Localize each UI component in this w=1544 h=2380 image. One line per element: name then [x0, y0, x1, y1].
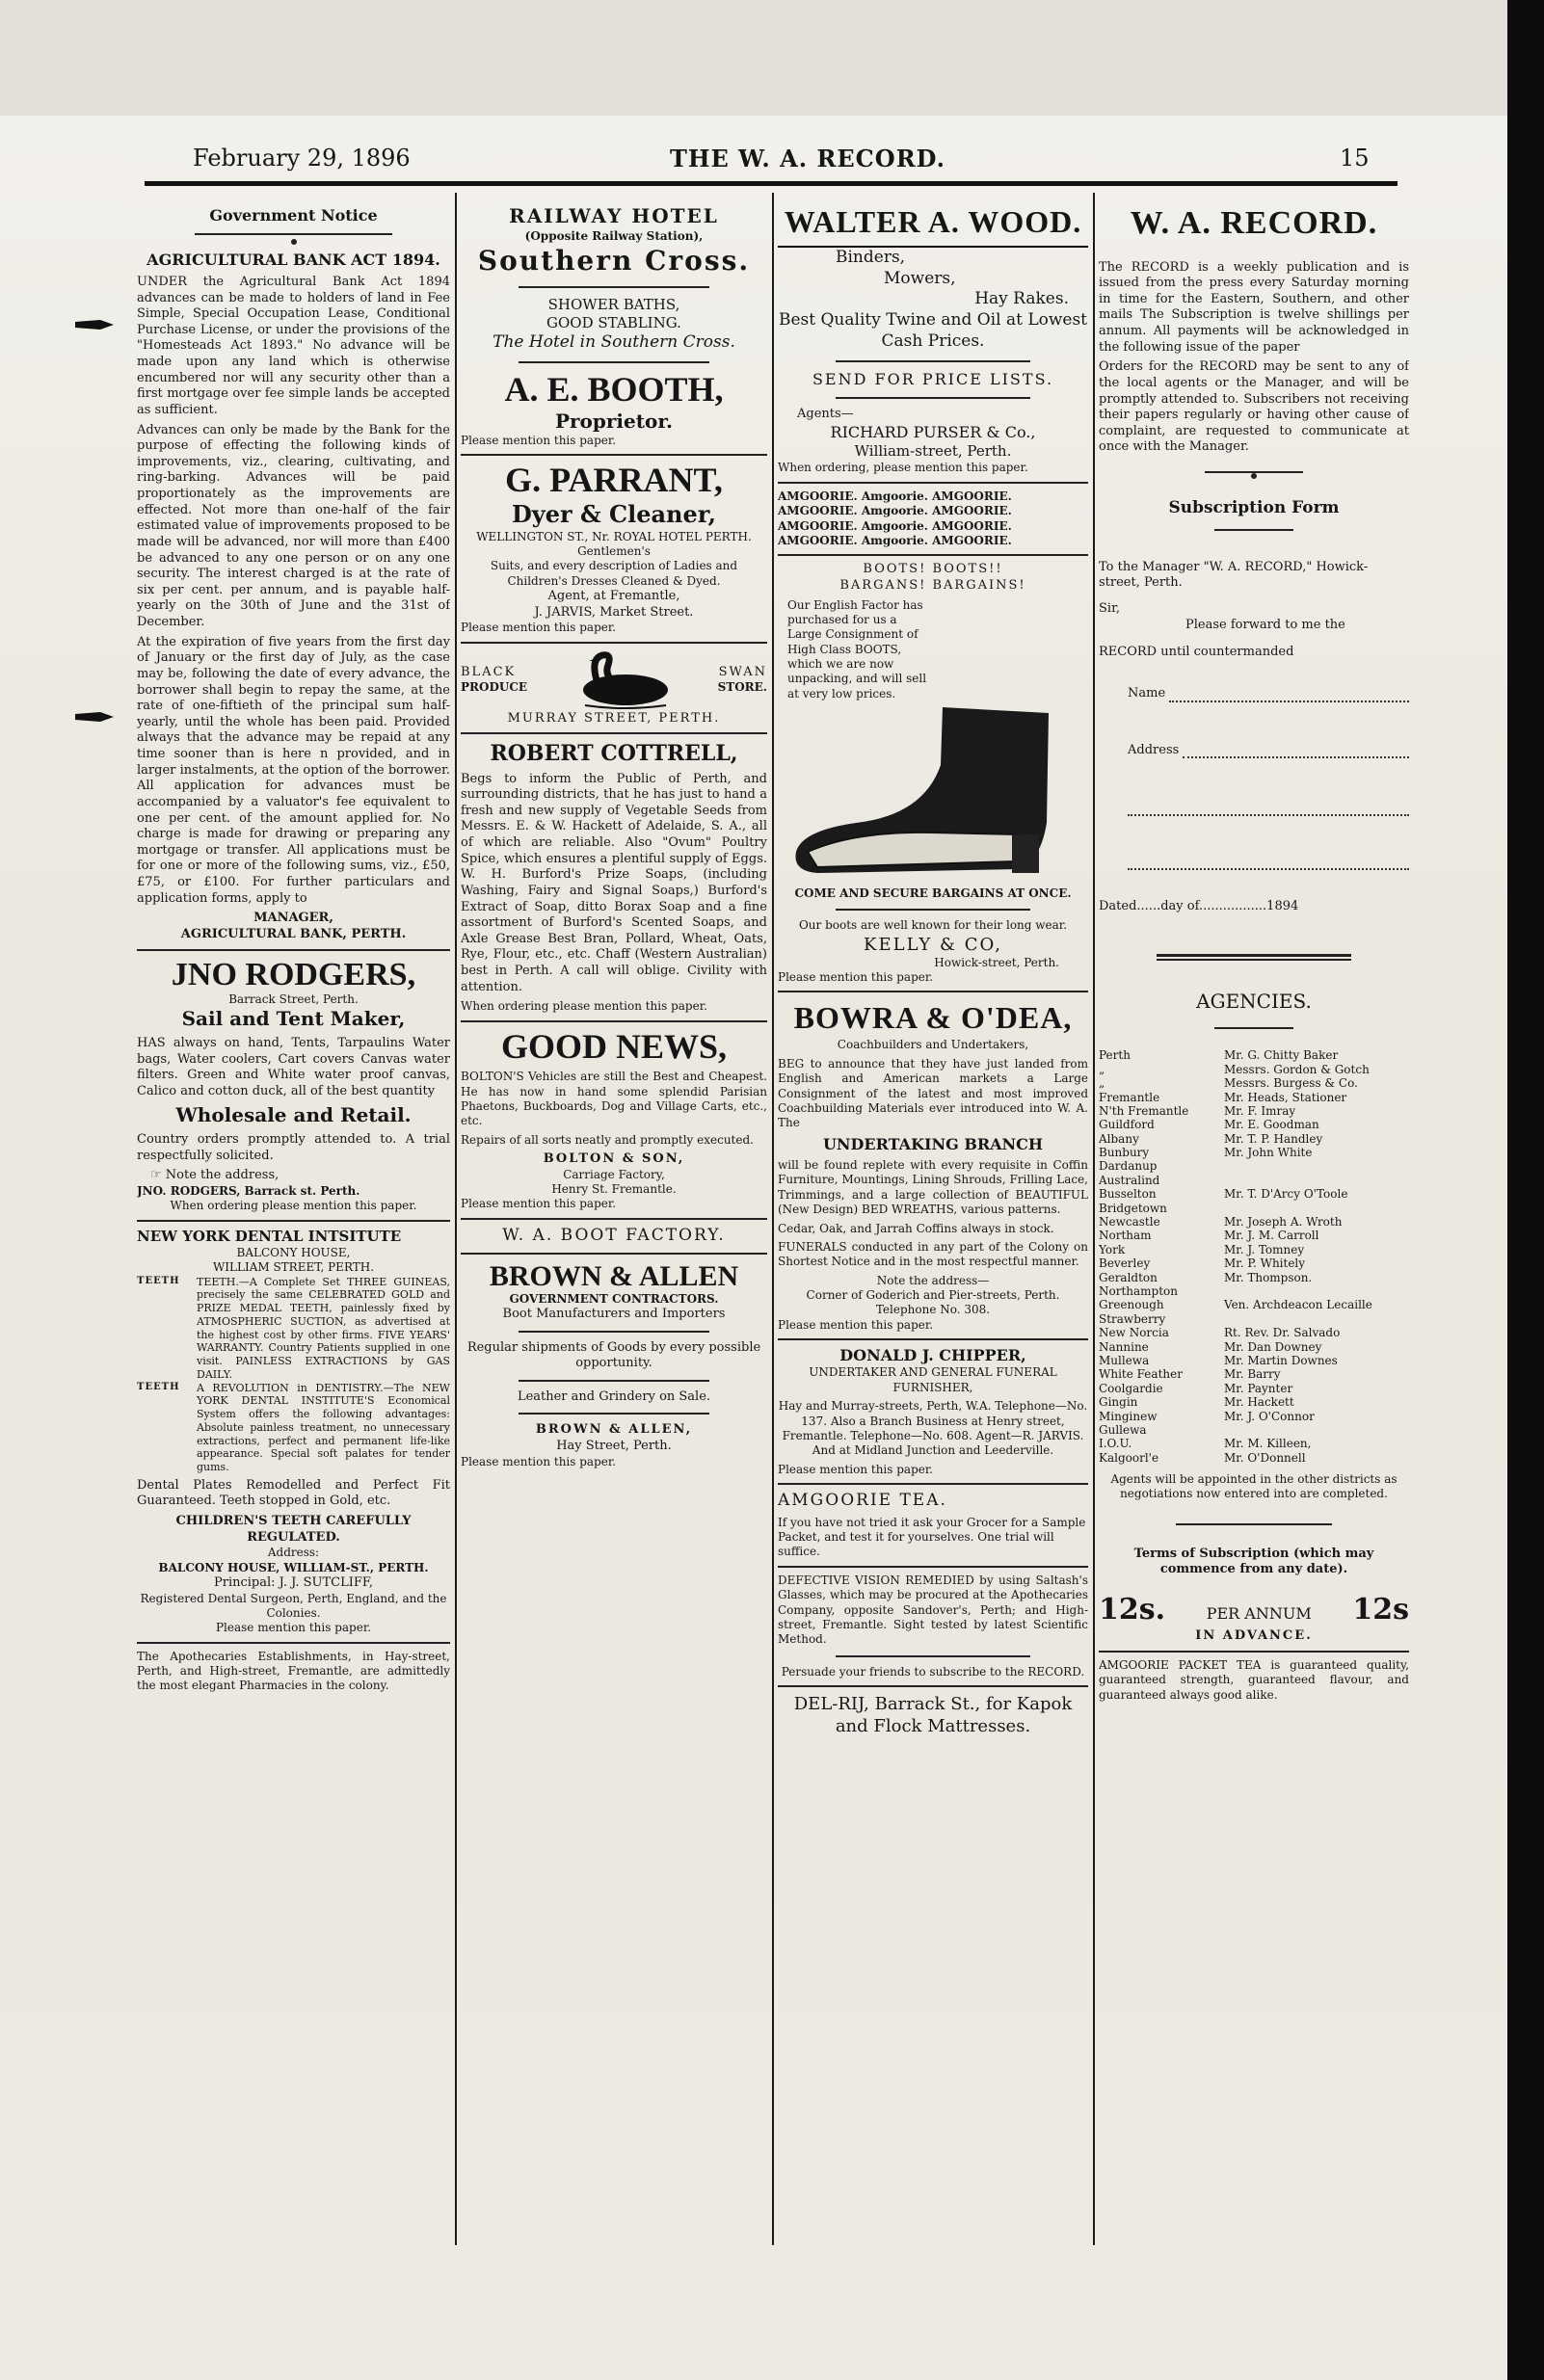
divider — [137, 1220, 450, 1222]
send-price-lists: SEND FOR PRICE LISTS. — [812, 369, 1054, 388]
record-title: W. A. RECORD. — [1130, 205, 1378, 241]
agency-place: „ — [1099, 1062, 1105, 1076]
agency-agent: Mr. Heads, Stationer — [1224, 1090, 1347, 1104]
amgoorie-tea: AMGOORIE TEA. — [778, 1491, 947, 1510]
vision-paragraph: DEFECTIVE VISION REMEDIED by using Saltash's Glasses, which may be procured at the Apothecaries Company, opposite Sandover's, Perth; and High-street, Fremantle. Sight tested by latest Scientific Method. — [778, 1573, 1088, 1647]
wellington-address: WELLINGTON ST., Nr. ROYAL HOTEL PERTH. — [476, 529, 752, 543]
name-label: Name — [1128, 685, 1166, 701]
agency-place: Gingin — [1099, 1395, 1138, 1410]
balcony-house: BALCONY HOUSE, WILLIAM-ST., PERTH. — [158, 1560, 429, 1574]
agency-agent: Messrs. Burgess & Co. — [1224, 1076, 1358, 1091]
agency-row — [1099, 1076, 1409, 1090]
terms-subscription: Terms of Subscription (which may commence from any date). — [1133, 1546, 1374, 1577]
divider — [778, 1483, 1088, 1485]
divider — [1157, 954, 1351, 957]
cottrell-name: ROBERT COTTRELL, — [490, 741, 738, 767]
agency-place: Bunbury — [1099, 1146, 1150, 1160]
agency-place: Beverley — [1099, 1256, 1151, 1271]
divider — [519, 1413, 709, 1415]
divider — [461, 1218, 767, 1220]
funerals: FUNERALS conducted in any part of the Colony on Shortest Notice and in the most respectful manner. — [778, 1239, 1088, 1269]
agency-agent: Mr. Barry — [1224, 1367, 1281, 1382]
shower-baths: SHOWER BATHS, — [547, 295, 680, 313]
column-3 — [778, 193, 1088, 2245]
cottrell-mention: When ordering please mention this paper. — [461, 999, 707, 1014]
agency-row — [1099, 1326, 1409, 1339]
agency-row — [1099, 1187, 1409, 1201]
govt-contractors: GOVERNMENT CONTRACTORS. — [509, 1291, 719, 1306]
william-street: William-street, Perth. — [854, 442, 1012, 461]
in-advance: IN ADVANCE. — [1195, 1628, 1313, 1644]
divider — [778, 1338, 1088, 1340]
black-label: BLACK — [461, 664, 517, 679]
agency-place: Perth — [1099, 1048, 1131, 1063]
amgoorie-line-2: AMGOORIE. Amgoorie. AMGOORIE. — [778, 504, 1012, 518]
agency-place: Gullewa — [1099, 1422, 1147, 1437]
teeth-text-2: A REVOLUTION in DENTISTRY.—The NEW YORK DENTAL INSTITUTE'S Economical System offers the following advantages: Absolute painless treatment, no unnecessary extractions, perfect and permanent life-like appearance. Special soft palates for tender gums. — [197, 1381, 450, 1473]
wood-mention: When ordering, please mention this paper. — [778, 461, 1028, 475]
scan-top-margin — [0, 0, 1544, 116]
agent-fremantle: Agent, at Fremantle, — [547, 589, 680, 604]
corner-address: Corner of Goderich and Pier-streets, Perth. Telephone No. 308. — [806, 1287, 1060, 1317]
agency-row — [1099, 1284, 1409, 1298]
agency-place: Northam — [1099, 1229, 1152, 1243]
leather-grindery: Leather and Grindery on Sale. — [517, 1388, 711, 1404]
masthead-date: February 29, 1896 — [193, 145, 411, 172]
agency-agent: Mr. Hackett — [1224, 1395, 1294, 1410]
hay-rakes: Hay Rakes. — [974, 289, 1069, 309]
pointing-hand-icon — [75, 708, 114, 726]
agency-agent: Mr. M. Killeen, — [1224, 1437, 1312, 1451]
bowra-paragraph: BEG to announce that they have just landed from English and American markets a Large Consignment of the latest and most improved Coachbuilding Materials ever introduced into W. A. The — [778, 1056, 1088, 1130]
henry-street: Henry St. Fremantle. — [551, 1182, 677, 1197]
brown-mention: Please mention this paper. — [461, 1454, 617, 1468]
black-swan-icon — [570, 649, 676, 711]
teeth-text-1: TEETH.—A Complete Set THREE GUINEAS, precisely the same CELEBRATED GOLD and PRIZE MEDAL TEETH, painlessly fixed by ATMOSPHERIC SUCTION, as advertised at the highest cost by other firms. FIVE YEARS' WARRANTY. Country Patients supplied in one visit. PAINLESS EXTRACTIONS by GAS DAILY. — [197, 1275, 450, 1381]
swan-right-labels — [718, 665, 767, 696]
agency-agent: Mr. O'Donnell — [1224, 1450, 1306, 1465]
wood-name: WALTER A. WOOD. — [778, 202, 1088, 248]
agencies-title: AGENCIES. — [1196, 989, 1312, 1013]
bank-address: AGRICULTURAL BANK, PERTH. — [180, 926, 407, 941]
divider — [778, 1566, 1088, 1568]
agency-agent: Mr. J. Tomney — [1224, 1242, 1305, 1256]
rodgers-name: JNO RODGERS, — [171, 956, 416, 992]
agency-place: Albany — [1099, 1131, 1139, 1146]
agency-place: Northampton — [1099, 1284, 1179, 1298]
agents-appointed: Agents will be appointed in the other districts as negotiations now entered into are completed. — [1110, 1472, 1398, 1501]
proprietor: Proprietor. — [554, 409, 673, 433]
column-rule — [772, 193, 774, 2245]
amgoorie-line-3: AMGOORIE. Amgoorie. AMGOORIE. — [778, 518, 1012, 533]
divider — [195, 233, 392, 235]
parrant-name: G. PARRANT, — [505, 461, 723, 500]
agency-place: York — [1099, 1242, 1126, 1256]
kelly-name: KELLY & CO, — [864, 934, 1002, 955]
manager-label: MANAGER, — [253, 911, 333, 926]
agency-row — [1099, 1367, 1409, 1381]
rodgers-wholesale: Wholesale and Retail. — [175, 1103, 412, 1127]
undertaker-title: UNDERTAKER AND GENERAL FUNERAL FURNISHER, — [809, 1365, 1057, 1394]
agency-place: Kalgoorl'e — [1099, 1450, 1159, 1465]
agency-row — [1099, 1215, 1409, 1229]
agency-row — [1099, 1146, 1409, 1159]
agency-row — [1099, 1132, 1409, 1146]
divider — [519, 286, 709, 288]
agency-place: White Feather — [1099, 1367, 1183, 1382]
delrij: DEL-RIJ, Barrack St., for Kapok and Flock Mattresses. — [793, 1693, 1073, 1737]
divider — [836, 1655, 1030, 1657]
divider — [778, 554, 1088, 556]
divider-dot — [291, 239, 297, 245]
divider — [1157, 959, 1351, 961]
divider — [1214, 1027, 1293, 1029]
act-title: AGRICULTURAL BANK ACT 1894. — [146, 251, 440, 270]
pointing-hand-icon — [75, 316, 114, 333]
divider — [836, 360, 1030, 362]
divider — [461, 642, 767, 644]
agencies-list — [1099, 1048, 1409, 1465]
page-number: 15 — [1340, 145, 1370, 172]
sir: Sir, — [1099, 601, 1120, 617]
persuade-friends: Persuade your friends to subscribe to the RECORD. — [781, 1664, 1085, 1679]
agency-place: Strawberry — [1099, 1311, 1166, 1326]
pointing-hand-icon: ☞ — [150, 1168, 166, 1183]
cottrell-paragraph: Begs to inform the Public of Perth, and surrounding districts, that he has just to hand a fresh and new supply of Vegetable Seeds from Messrs. E. & W. Hackett of Adelaide, S. A., all of which are reliable. Also "Ovum" Poultry Spice, which ensures a plentiful supply of Eggs. W. H. Burford's Prize Soaps, (including Washing, Fairy and Signal Soaps,) Burford's Extract of Soap, ditto Borax Soap and a fine assortment of Burford's Scented Soaps, and Axle Grease Best Bran, Pollard, Wheat, Oats, Rye, Flour, etc., etc. Chaff (Western Australian) best in Perth. A call will oblige. Civility with attention. — [461, 771, 767, 994]
agency-agent: Mr. John White — [1224, 1146, 1313, 1160]
divider — [461, 732, 767, 734]
agency-row — [1099, 1340, 1409, 1354]
agency-agent: Mr. F. Imray — [1224, 1103, 1296, 1118]
divider — [461, 454, 767, 456]
murray-street: MURRAY STREET, PERTH. — [507, 710, 721, 726]
agency-agent — [1224, 1312, 1409, 1326]
divider — [519, 1380, 709, 1382]
notice-heading: Government Notice — [209, 206, 378, 225]
chipper-name: DONALD J. CHIPPER, — [839, 1346, 1026, 1365]
agency-row — [1099, 1048, 1409, 1062]
agency-row — [1099, 1354, 1409, 1367]
come-secure: COME AND SECURE BARGAINS AT ONCE. — [794, 886, 1072, 901]
divider — [519, 1331, 709, 1333]
address-label: Address: — [267, 1546, 320, 1560]
bolton-name: BOLTON & SON, — [543, 1151, 685, 1167]
boot-icon — [788, 707, 1078, 881]
dental-mention: Please mention this paper. — [215, 1621, 372, 1635]
agency-place: Greenough — [1099, 1298, 1164, 1312]
packet-tea: AMGOORIE PACKET TEA is guaranteed quality, guaranteed strength, guaranteed flavour, and guaranteed always good alike. — [1099, 1658, 1409, 1702]
address-label: Address — [1128, 742, 1180, 757]
agency-row — [1099, 1256, 1409, 1270]
brown-allen-2: BROWN & ALLEN, — [535, 1422, 693, 1438]
column-rule — [1093, 193, 1095, 2245]
agency-agent: Mr. T. P. Handley — [1224, 1131, 1323, 1146]
dental-plates: Dental Plates Remodelled and Perfect Fit Guaranteed. Teeth stopped in Gold, etc. — [137, 1477, 450, 1509]
agency-place: Nannine — [1099, 1339, 1149, 1354]
agency-agent — [1224, 1284, 1409, 1298]
agency-agent: Mr. Thompson. — [1224, 1270, 1313, 1284]
address-field[interactable] — [1099, 743, 1409, 759]
dental-street: WILLIAM STREET, PERTH. — [212, 1260, 375, 1275]
divider — [1214, 529, 1293, 531]
act-paragraph-1: UNDER the Agricultural Bank Act 1894 advances can be made to holders of land in Fee Simple, Special Occupation Lease, Conditional Purchase License, or under the provisions of the "Homesteads Act 1893." No advance will be made upon any land which is otherwise encumbered nor will any security other than a first mortgage over fee simple lands be accepted as sufficient. — [137, 274, 450, 417]
agents-label: Agents— — [797, 407, 854, 422]
column-rule — [455, 193, 457, 2245]
jarvis: J. JARVIS, Market Street. — [534, 604, 694, 620]
howick-street: Howick-street, Perth. — [934, 955, 1059, 969]
registered: Registered Dental Surgeon, Perth, England, and the Colonies. — [140, 1591, 447, 1620]
black-swan-header — [461, 649, 767, 711]
divider — [778, 482, 1088, 484]
record-paragraph-2: Orders for the RECORD may be sent to any of the local agents or the Manager, and will be promptly attended to. Subscribers not receiving their papers regularly or having other cause of complaint, are requested to communicate at once with the Manager. — [1099, 359, 1409, 455]
good-news: GOOD NEWS, — [500, 1026, 728, 1066]
price-line — [1099, 1592, 1409, 1628]
apothecaries: The Apothecaries Establishments, in Hay-street, Perth, and High-street, Fremantle, are admittedly the most elegant Pharmacies in the colony. — [137, 1649, 450, 1693]
agency-row — [1099, 1159, 1409, 1173]
hotel-tagline: The Hotel in Southern Cross. — [492, 332, 735, 353]
stabling: GOOD STABLING. — [546, 313, 681, 331]
agency-row — [1099, 1104, 1409, 1118]
divider — [1176, 1523, 1332, 1525]
hotel-town: Southern Cross. — [477, 244, 751, 277]
agency-agent: Mr. G. Chitty Baker — [1224, 1048, 1339, 1063]
agency-agent: Mr. P. Whitely — [1224, 1256, 1306, 1271]
agency-place: Fremantle — [1099, 1090, 1160, 1104]
column-4 — [1099, 193, 1409, 2245]
undertaking-paragraph: will be found replete with every requisite in Coffin Furniture, Mountings, Lining Shrouds, Frilling Lace, Trimmings, and a large collection of BEAUTIFUL (New Design) BED WREATHS, various patterns. — [778, 1158, 1088, 1217]
agency-row — [1099, 1423, 1409, 1437]
dyer-cleaner: Dyer & Cleaner, — [511, 500, 717, 529]
agency-place: Bridgetown — [1099, 1201, 1167, 1215]
rodgers-address: Barrack Street, Perth. — [228, 992, 359, 1006]
masthead-title: THE W. A. RECORD. — [670, 145, 945, 172]
price-left: 12s. — [1099, 1593, 1166, 1627]
twine-oil: Best Quality Twine and Oil at Lowest Cash Prices. — [778, 310, 1088, 351]
hay-street: Hay Street, Perth. — [556, 1439, 672, 1454]
regular-shipments: Regular shipments of Goods by every possible opportunity. — [466, 1339, 761, 1371]
agency-agent: Mr. Martin Downes — [1224, 1353, 1338, 1367]
cedar-coffins: Cedar, Oak, and Jarrah Coffins always in stock. — [778, 1221, 1054, 1235]
rodgers-paragraph: HAS always on hand, Tents, Tarpaulins Water bags, Water coolers, Cart covers Canvas water filters. Green and White water proof canvas, Calico and cotton duck, all of the best quantity — [137, 1035, 450, 1098]
agency-row — [1099, 1202, 1409, 1215]
agency-agent — [1224, 1423, 1409, 1437]
divider — [137, 1642, 450, 1644]
agency-place: Australind — [1099, 1173, 1160, 1187]
agency-row — [1099, 1312, 1409, 1326]
agency-agent: Mr. Paynter — [1224, 1381, 1293, 1395]
subscription-form-title: Subscription Form — [1168, 498, 1340, 518]
binders: Binders, — [836, 247, 906, 267]
rodgers-paragraph-2: Country orders promptly attended to. A trial respectfully solicited. — [137, 1132, 450, 1163]
chipper-paragraph: Hay and Murray-streets, Perth, W.A. Telephone—No. 137. Also a Branch Business at Henry street, Fremantle. Telephone—No. 608. Agent—R. JARVIS. And at Midland Junction and Leederville. — [778, 1399, 1088, 1458]
price-right: 12s — [1352, 1593, 1409, 1627]
divider — [778, 1685, 1088, 1687]
tea-paragraph: If you have not tried it ask your Grocer for a Sample Packet, and test it for yourselves. One trial will suffice. — [778, 1515, 1086, 1559]
bargains-heading: BARGANS! BARGAINS! — [839, 577, 1026, 593]
agency-row — [1099, 1243, 1409, 1256]
agency-agent — [1224, 1174, 1409, 1187]
gentlemens: Gentlemen's — [577, 544, 651, 559]
act-paragraph-3: At the expiration of five years from the first day of January or the first day of July, as the case may be, following the date of every advance, the borrower shall begin to repay the same, at the rate of one-fiftieth of the principal sum half-yearly, until the whole has been paid. Provided always that the advance may be repaid at any time sooner than is here n provided, and in larger instalments, at the option of the borrower. All application for advances must be accompanied by a valuator's fee equivalent to one per cent. of the amount applied for. No charge is made for drawing or preparing any mortgage or transfer. All applications must be for one or more of the following sums, viz., £50, £75, or £100. For further particulars and application forms, apply to — [137, 634, 450, 906]
agency-row — [1099, 1063, 1409, 1076]
bowra-name: BOWRA & O'DEA, — [793, 1000, 1073, 1036]
agency-row — [1099, 1271, 1409, 1284]
address-line-3[interactable] — [1128, 851, 1409, 870]
swan-label: SWAN — [718, 664, 767, 679]
rodgers-trade: Sail and Tent Maker, — [181, 1007, 406, 1031]
principal: Principal: J. J. SUTCLIFF, — [213, 1574, 373, 1590]
purser: RICHARD PURSER & Co., — [830, 422, 1036, 441]
agency-place: „ — [1099, 1076, 1105, 1091]
masthead-rule — [145, 181, 1398, 186]
agency-place: N'th Fremantle — [1099, 1103, 1189, 1118]
bolton-paragraph: BOLTON'S Vehicles are still the Best and Cheapest. He has now in hand some splendid Parisian Phaetons, Buckboards, Dog and Village Carts, etc., etc. — [461, 1070, 767, 1128]
kelly-mention: Please mention this paper. — [778, 970, 934, 985]
amgoorie-line-1: AMGOORIE. Amgoorie. AMGOORIE. — [778, 489, 1012, 503]
bolton-mention: Please mention this paper. — [461, 1197, 617, 1211]
act-paragraph-2: Advances can only be made by the Bank for the purpose of effecting the following kinds of improvements, viz., clearing, cultivating, and ring-barking. Advances will be paid proportionately as the improvements are effected. Not more than one-half of the fair estimated value of improvements proposed to be made will be advanced, nor will more than £400 be advanced to any one person or on any one security. The interest charged is at the rate of six per cent. per annum, and is payable half-yearly on the 30th of June and the 31st of December. — [137, 422, 450, 630]
agency-row — [1099, 1091, 1409, 1104]
divider — [137, 949, 450, 951]
agency-agent: Mr. J. M. Carroll — [1224, 1229, 1319, 1243]
rodgers-mention: When ordering please mention this paper. — [170, 1199, 417, 1213]
agency-agent: Rt. Rev. Dr. Salvado — [1224, 1326, 1341, 1340]
agency-place: Mullewa — [1099, 1353, 1150, 1367]
dental-house: BALCONY HOUSE, — [236, 1245, 351, 1259]
factor-paragraph: Our English Factor has purchased for us a Large Consignment of High Class BOOTS, which we are now unpacking, and will sell at very low prices. — [787, 597, 927, 701]
agency-place: New Norcia — [1099, 1326, 1169, 1340]
teeth-label: TEETH — [137, 1381, 180, 1392]
divider — [1099, 1651, 1409, 1653]
masthead — [145, 145, 1398, 183]
agency-row — [1099, 1118, 1409, 1131]
carriage-factory: Carriage Factory, — [563, 1167, 665, 1181]
divider-dot — [1251, 473, 1257, 479]
please-forward: Please forward to me the — [1185, 617, 1345, 632]
mowers: Mowers, — [884, 268, 956, 288]
chipper-mention: Please mention this paper. — [778, 1462, 934, 1476]
scan-right-border — [1507, 0, 1544, 2380]
brown-allen: BROWN & ALLEN — [489, 1259, 739, 1292]
hotel-opposite: (Opposite Railway Station), — [524, 228, 704, 243]
column-2 — [461, 193, 767, 2245]
agency-agent — [1224, 1202, 1409, 1215]
teeth-block-1 — [137, 1276, 450, 1382]
agency-row — [1099, 1174, 1409, 1187]
store-label: STORE. — [717, 680, 767, 695]
teeth-label: TEETH — [137, 1275, 180, 1286]
agency-place: Guildford — [1099, 1118, 1155, 1132]
agency-row — [1099, 1382, 1409, 1395]
hotel-mention: Please mention this paper. — [461, 434, 617, 448]
rodgers-note — [137, 1168, 450, 1184]
undertaking-branch: UNDERTAKING BRANCH — [822, 1134, 1044, 1153]
divider — [778, 991, 1088, 992]
agency-row — [1099, 1451, 1409, 1465]
agency-agent: Mr. T. D'Arcy O'Toole — [1224, 1187, 1348, 1202]
divider — [519, 361, 709, 363]
coachbuilders: Coachbuilders and Undertakers, — [837, 1038, 1029, 1052]
note-text: Note the address, — [165, 1168, 280, 1183]
to-manager: To the Manager "W. A. RECORD," Howick-street, Perth. — [1099, 559, 1369, 591]
rodgers-address-2: JNO. RODGERS, Barrack st. Perth. — [137, 1183, 360, 1198]
agency-place: Newcastle — [1099, 1215, 1160, 1230]
dated-line: Dated......day of.................1894 — [1099, 899, 1299, 914]
produce-label: PRODUCE — [461, 680, 528, 695]
agency-place: Coolgardie — [1099, 1381, 1163, 1395]
suits-text: Suits, and every description of Ladies and Children's Dresses Cleaned & Dyed. — [490, 559, 738, 588]
agency-place: Minginew — [1099, 1409, 1158, 1423]
agency-row — [1099, 1410, 1409, 1423]
amgoorie-line-4: AMGOORIE. Amgoorie. AMGOORIE. — [778, 533, 1012, 547]
agency-row — [1099, 1437, 1409, 1450]
column-1 — [137, 193, 450, 2245]
boots-known: Our boots are well known for their long wear. — [798, 918, 1068, 933]
swan-left-labels — [461, 665, 527, 696]
boot-manufacturers: Boot Manufacturers and Importers — [502, 1306, 726, 1321]
record-paragraph-1: The RECORD is a weekly publication and is issued from the press every Saturday morning in time for the Eastern, Southern, and other mails The Subscription is twelve shillings per annum. All payments will be acknowledged in the following issue of the paper — [1099, 259, 1409, 355]
divider — [461, 1020, 767, 1022]
boot-factory: W. A. BOOT FACTORY. — [502, 1225, 726, 1245]
agency-agent: Mr. Joseph A. Wroth — [1224, 1215, 1343, 1230]
teeth-block-2 — [137, 1382, 450, 1474]
address-line-2[interactable] — [1128, 797, 1409, 816]
agency-agent: Mr. E. Goodman — [1224, 1118, 1319, 1132]
parrant-mention: Please mention this paper. — [461, 621, 617, 635]
agency-place: Dardanup — [1099, 1159, 1158, 1174]
agency-place: Geraldton — [1099, 1270, 1158, 1284]
booth-name: A. E. BOOTH, — [504, 369, 724, 409]
name-field[interactable] — [1099, 686, 1409, 702]
agency-agent: Mr. J. O'Connor — [1224, 1409, 1315, 1423]
dental-heading: NEW YORK DENTAL INTSITUTE — [137, 1227, 402, 1245]
children-teeth: CHILDREN'S TEETH CAREFULLY REGULATED. — [175, 1514, 412, 1545]
agency-agent: Messrs. Gordon & Gotch — [1224, 1062, 1370, 1076]
agency-row — [1099, 1395, 1409, 1409]
divider — [836, 397, 1030, 399]
agency-agent: Mr. Dan Downey — [1224, 1339, 1322, 1354]
agency-agent: Ven. Archdeacon Lecaille — [1224, 1298, 1372, 1312]
agency-row — [1099, 1229, 1409, 1242]
divider — [461, 1253, 767, 1255]
bowra-mention: Please mention this paper. — [778, 1317, 934, 1332]
note-address: Note the address— — [876, 1273, 990, 1287]
address-line[interactable] — [1183, 743, 1409, 759]
agency-place: Busselton — [1099, 1187, 1157, 1202]
agency-row — [1099, 1298, 1409, 1311]
record-until: RECORD until countermanded — [1099, 645, 1294, 660]
agency-place: I.O.U. — [1099, 1437, 1132, 1451]
agency-agent — [1224, 1159, 1409, 1173]
hotel-name: RAILWAY HOTEL — [509, 204, 719, 227]
divider — [836, 909, 1030, 911]
boots-heading: BOOTS! BOOTS!! — [863, 562, 1003, 577]
per-annum: PER ANNUM — [1206, 1604, 1312, 1624]
name-line[interactable] — [1169, 686, 1409, 702]
repairs: Repairs of all sorts neatly and promptly executed. — [461, 1132, 754, 1147]
